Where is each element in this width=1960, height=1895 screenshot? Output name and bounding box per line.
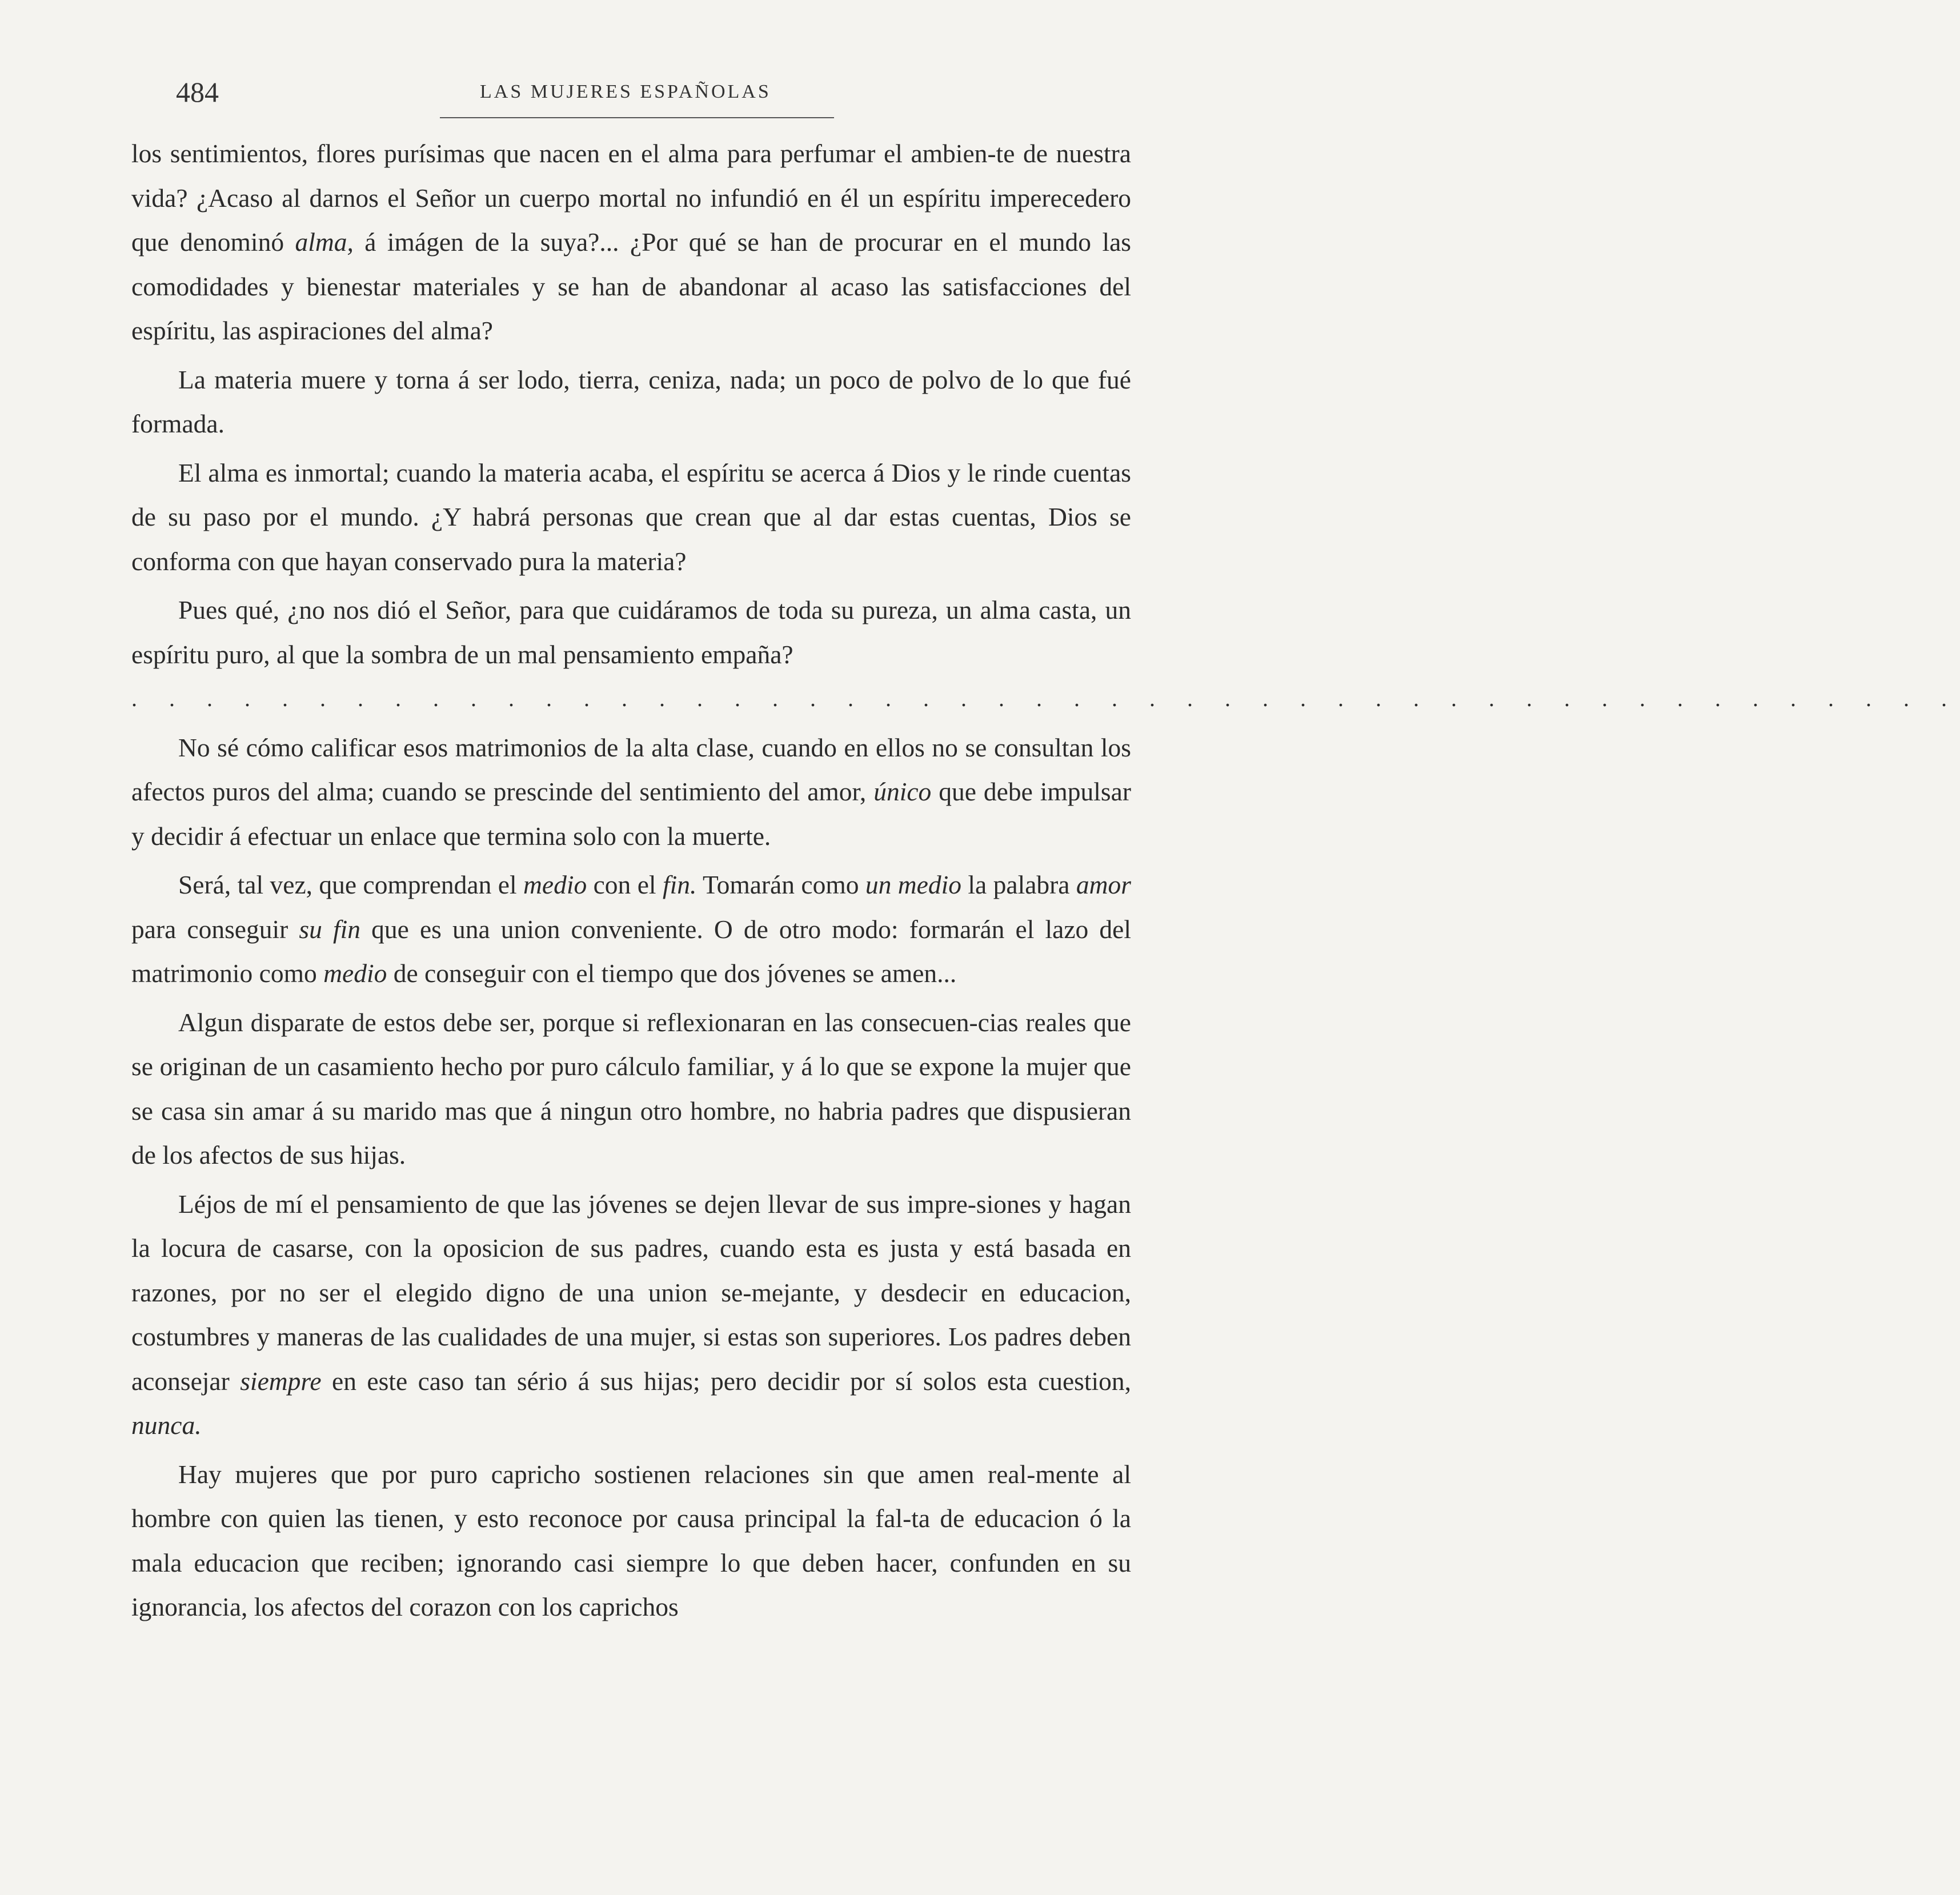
- paragraph-2: [131, 358, 1131, 446]
- paragraph-8: [131, 1182, 1131, 1448]
- italic-run: medio: [523, 870, 587, 899]
- italic-run: un medio: [865, 870, 961, 899]
- header-rule: [440, 117, 834, 118]
- text-run: de conseguir con el tiempo que dos jóvenes se amen...: [387, 959, 957, 988]
- running-head: LAS MUJERES ESPAÑOLAS: [480, 81, 771, 102]
- text-run: en este caso tan sério á sus hijas; pero decidir por sí solos esta cuestion,: [321, 1366, 1132, 1396]
- text-run: á imágen de la suya?... ¿Por qué se han de procurar en el mundo las comodidades y bienestar materiales y se han de abandonar al acaso las satisfacciones del espíritu, las aspiraciones del alma?: [131, 227, 1131, 345]
- text-run: La materia muere y torna á ser lodo, tierra, ceniza, nada; un poco de polvo de lo que fué formada.: [131, 364, 1131, 438]
- text-run: Hay mujeres que por puro capricho sostienen relaciones sin que amen real-mente al hombre con quien las tienen, y esto reconoce por causa principal la fal-ta de educacion ó la mala educacion que reciben; ignorando casi siempre lo que deben hacer, confunden en su ignorancia, los afectos del corazon con los caprichos: [131, 1459, 1131, 1621]
- paragraph-1: [131, 131, 1131, 353]
- italic-run: alma,: [295, 227, 354, 257]
- text-run: Pues qué, ¿no nos dió el Señor, para que cuidáramos de toda su pureza, un alma casta, un espíritu puro, al que la sombra de un mal pensamiento empaña?: [131, 595, 1131, 669]
- text-run: la palabra: [961, 870, 1076, 899]
- page-number: 484: [176, 76, 219, 108]
- italic-run: nunca.: [131, 1411, 202, 1440]
- text-run: para conseguir: [131, 914, 299, 944]
- italic-run: único: [873, 777, 932, 806]
- paragraph-6: [131, 863, 1131, 996]
- text-run: con el: [587, 870, 663, 899]
- text-run: los sentimientos, flores purísimas que nacen en el alma para perfumar el ambien-te de nuestra vida? ¿Acaso al darnos el Señor un cuerpo mortal no infundió en él un espíritu imperecedero que denominó: [131, 139, 1131, 257]
- text-run: Algun disparate de estos debe ser, porque si reflexionaran en las consecuen-cias reales que se originan de un casamiento hecho por puro cálculo familiar, y á lo que se expone la mujer que se casa sin amar á su marido mas que á ningun otro hombre, no habria padres que dispusieran de los afectos de sus hijas.: [131, 1007, 1131, 1169]
- text-run: que debe impulsar y decidir á efectuar un enlace que termina solo con la muerte.: [131, 777, 1131, 851]
- paragraph-4: [131, 588, 1131, 676]
- italic-run: fin.: [662, 870, 697, 899]
- page-header: [131, 69, 1131, 114]
- italic-run: su fin: [299, 914, 361, 944]
- text-run: Será, tal vez, que comprendan el: [178, 870, 524, 899]
- text-run: El alma es inmortal; cuando la materia acaba, el espíritu se acerca á Dios y le rinde cuentas de su paso por el mundo. ¿Y habrá personas que crean que al dar estas cuentas, Dios se conforma con que hayan conservado pura la materia?: [131, 458, 1131, 576]
- text-run: Tomarán como: [696, 870, 865, 899]
- paragraph-7: [131, 1000, 1131, 1177]
- paragraph-9: [131, 1452, 1131, 1629]
- italic-run: amor: [1076, 870, 1131, 899]
- text-run: Léjos de mí el pensamiento de que las jóvenes se dejen llevar de sus impre-siones y hagan la locura de casarse, con la oposicion de sus padres, cuando esta es justa y está basada en razones, por no ser el elegido digno de una union se-mejante, y desdecir en educacion, costumbres y maneras de las cualidades de una mujer, si estas son superiores. Los padres deben aconsejar: [131, 1189, 1131, 1396]
- text-run: No sé cómo calificar esos matrimonios de la alta clase, cuando en ellos no se consultan los afectos puros del alma; cuando se prescinde del sentimiento del amor,: [131, 732, 1131, 806]
- text-run: que es una union conveniente. O de otro modo: formarán el lazo del matrimonio como: [131, 914, 1131, 988]
- italic-run: siempre: [240, 1366, 322, 1396]
- body-text: [131, 131, 1960, 1629]
- ellipsis-row: . . . . . . . . . . . . . . . . . . . . . . . . . . . . . . . . . . . . . . . . . . . . . . . . .: [131, 686, 1960, 711]
- paragraph-5: [131, 726, 1131, 859]
- paragraph-3: [131, 451, 1131, 584]
- italic-run: medio: [323, 959, 387, 988]
